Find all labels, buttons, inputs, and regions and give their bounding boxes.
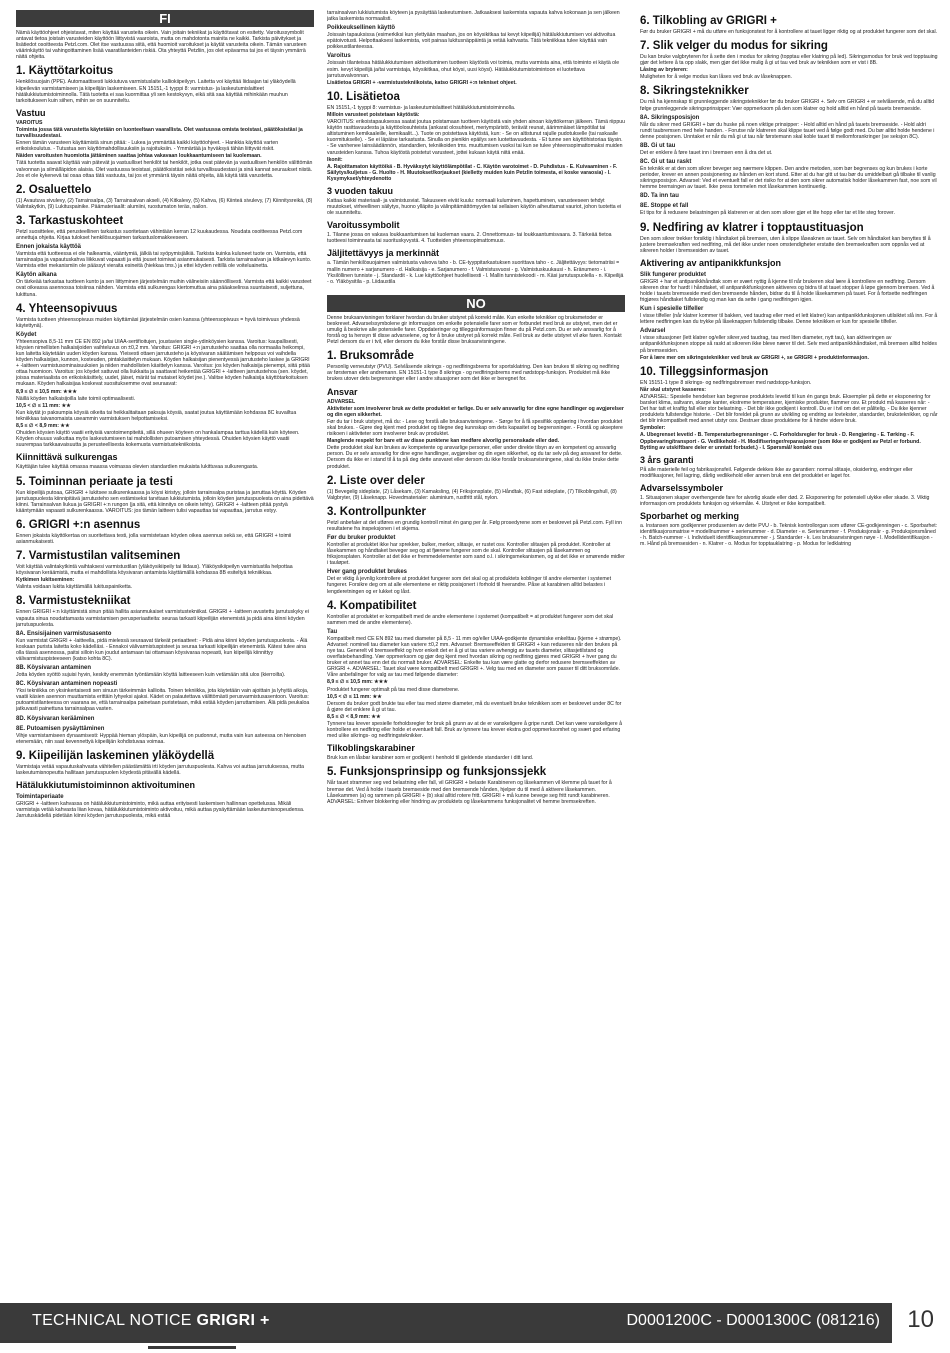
paragraph: Ennen tämän varusteen käyttämistä sinun pitää: - Lukea ja ymmärtää kaikki käyttöohjeet. - Hankkia käyttöä varten erikoiskoulutus. - Tutustua sen käyttömahdollisuuksiin ja rajoituksiin. - Ymmärtää ja hyväksyä tähän liittyvät riskit.	[16, 140, 279, 153]
paragraph: Petzl suosittelee, että perusteellinen tarkastus suoritetaan vähintään kerran 12 kuukaudessa. Noudata osoitteessa Petzl.com annettuja ohjeita. Kirjaa tulokset henkilösuojaimen tarkastuslomakkeeseen.	[16, 228, 303, 241]
paragraph: On tärkeää tarkastaa tuotteen kunto ja sen liittyminen järjestelmän muihin välineisiin säännöllisesti. Varmista että kaikki varusteet ovat oikeassa asennossa toisiinsa nähden. Varmista että sulkurengas kiertomuttua aina pääakselinsa suuntaisesti, suljettuna, lukittuna.	[16, 279, 312, 298]
paragraph: Muligheten for å velge modus kan låses ved bruk av låseknappen.	[640, 74, 792, 81]
warning-text: Toiminta jossa tätä varustetta käytetään on luonteeltaan vaarallista. Olet vastuussa omista teoistasi, päätöksistäsi ja turvallisuudestasi.	[16, 126, 303, 140]
subheading: 8D. Köysivaran kerääminen	[16, 715, 95, 722]
paragraph: Dersom du bruker godt brukte tau eller tau med større diameter, må du eventuelt bruke teknikken som er beskrevet under 8C for å gjøre det enklere å gi ut tau.	[327, 700, 622, 713]
section-title: 8. Sikringsteknikker	[640, 85, 749, 98]
paragraph: Valinta voidaan lukita käyttämällä lukituspainiketta.	[16, 584, 133, 591]
paragraph: Jotta köyden syöttö sujuisi hyvin, keskity enemmän työntämään köyttä laitteeseen kuin vetämään sitä ulos (kierroilta).	[16, 672, 286, 679]
paragraph: Kontroller at produktet ikke har sprekker, bulker, merker, slitasje, er rustet osv. Kontroller slitasjen på produktet. Kontroller at låsekammen og håndtaket beveger seg og at fjærene fungerer som de skal. Kontroller slitasjen på låsekammen og friksjonsplaten. Kontroller at det ikke er fremmedelementer som sand o.l. i sikringsmekanismen, og at det ikke er smørende midler i tauløpet.	[327, 541, 625, 567]
paragraph: Näillä köyden halkaisijoilla laite toimii optimaalisesti.	[16, 395, 136, 402]
footer-prefix: TECHNICAL NOTICE	[32, 1312, 197, 1329]
paragraph: EN 15151,-1 tyyppi 8: varmistus- ja laskeutumislaitteet hätälukkiutumistoiminnolla.	[327, 104, 516, 111]
subheading: 8C. Köysivaran antaminen nopeasti	[16, 681, 118, 688]
subheading: Slik fungerer produktet	[640, 271, 707, 278]
subheading: Käytön aikana	[16, 272, 57, 279]
paragraph: Produktet fungerer optimalt på tau med disse diametrene.	[327, 686, 460, 693]
rope-rating: 8,5 ≤ ∅ < 8,9 mm: ★★	[327, 713, 381, 720]
subheading: 8B. Köysivaran antaminen	[16, 665, 92, 672]
subheading: Hver gang produktet brukes	[327, 569, 408, 576]
subheading: Låsing av bryteren:	[640, 67, 688, 74]
subheading: Tau	[327, 628, 338, 635]
paragraph: Når tauet strammer seg ved belastning eller fall, vil GRIGRI + belaste Karabineren og låsekammen vil klemme på tauet for å bremse det. Ved å holde i tauets bremseside med den bremsende hånden, hjelper du til med å aktivere låsekammen. Låsekammen (a) og rammen på GRIGRI + (b) skal alltid rotere fritt. GRIGRI + må kunne bevege seg fritt rundt karabineren. ADVARSEL: Enhver blokkering eller hindring av produktets og låsekammens funksjonalitet vil hemme bremsekreften.	[327, 780, 612, 805]
subheading: Poikkeuksellinen käyttö	[327, 25, 396, 32]
paragraph: (1) Bevegelig sideplate, (2) Låsekam, (3) Kamaksling, (4) Friksjonsplate, (5) Håndtak, (6) Fast sideplate, (7) Tilkoblingshull, (8) Valgbryter, (9) Låseknapp. Hovedmaterialer: aluminium, rustfritt stål, nylon.	[327, 488, 617, 501]
paragraph: Tätä tuotetta saavat käyttää vain pätevät ja vastuulliset henkilöt tai henkilöt, jotka ovat pätevän ja vastuullisen henkilön välittömän valvonnan ja silmälläpidon alaisia. Olet vastuussa teoistasi, päätöksistäsi sekä turvallisuudestasi ja sinä kannat seuraukset niistä. Jos et ole kykenevä tai osaa ottaa tätä vastuuta, tai jos et ymmärrä täysin näitä ohjeita, älä käytä tätä varustetta.	[16, 160, 313, 179]
section-title: 5. Funksjonsprinsipp og funksjonssjekk	[327, 766, 547, 779]
paragraph: Ohuiden köysien käyttö vaatii erityisiä varotoimenpiteitä, sillä ohueen köyteen on hankalampaa tarttua kädellä kuin köyteen. Köyden ohuuus vaikuttaa myös laskeutumiseen tai mahdollisten putoamisen yhteydessä. Ohuiden köysien käyttö vaatii suurempaa tarkkaavaisuutta ja perusteellisesta kokemusta varmistustekniikoista.	[16, 430, 300, 449]
subheading: 8A. Ensisijainen varmistusasento	[16, 630, 112, 637]
subheading: Kytkimen lukitseminen:	[16, 577, 75, 584]
section-title: 7. Slik velger du modus for sikring	[640, 40, 828, 53]
rope-rating: 10,5 < ∅ ≤ 11 mm: ★★	[16, 402, 71, 409]
section-title: 3. Tarkastuskohteet	[16, 214, 124, 227]
subheading: 8C. Gi ut tau raskt	[640, 159, 692, 166]
paragraph: Før du bruker GRIGRI + må du utføre en funksjonstest for å kontrollere at tauet ligger riktig og at produktet fungerer som det skal.	[640, 29, 938, 35]
paragraph: tarrainsalvan lukkiutumista köyteen ja pysäyttää laskeutumisen. Jatkaaksesi laskemista vapauta kahva kokonaan ja sen jälkeen jatka laskemista normaalisti.	[327, 10, 620, 23]
paragraph: Varmistaja vetää vapautuskahvasta vähitellen päästämättä irti köyden jarrutuspuolesta. Kahva voi auttaa jarrutuksessa, mutta laskeutumisnopeutta hallitaan jarrutuspuolen köydestä pitävällä kädellä.	[16, 763, 304, 776]
paragraph: 1. Tilanne jossa on vakava loukkaantumisen tai kuoleman vaara. 2. Onnettomuus- tai loukkaantumisvaara. 3. Tärkeää tietoa tuotteesi toiminnasta tai suorituskyvystä. 4. Tuotteiden yhteensopimattomuus.	[327, 232, 612, 245]
paragraph: Det er enklere å føre tauet inn i bremsen enn å dra det ut.	[640, 149, 773, 156]
language-header-fi: FI	[16, 10, 314, 27]
subheading: Milloin varusteet poistetaan käytöstä:	[327, 111, 420, 118]
subsection-title: 3 års garanti	[640, 454, 694, 465]
paragraph: ADVARSEL: Spesielle hendelser kan begrense produktets levetid til kun én gangs bruk. Eksempler på dette er eksponering for barsket klima, saltvann, skarpe kanter, ekstreme temperaturer, kjemiske produkter, flammer osv. Et produkt må kasseres når: - Det har tatt et kraftig fall eller stor belastning. - Det blir ikke godkjent i kontroll. Du er i tvil om det er pålitelig. - Du ikke kjenner produktets fullstendige historie. - Det blir foreldet på grunn av utvikling og endring av lovtekster, standarder, bruksteknikker, og når det blir inkompatibelt med annet utstyr osv. Destruer disse produktene for å hindre videre bruk.	[640, 393, 938, 425]
column-middle	[327, 10, 625, 1290]
subheading: Kun i spesielle tilfeller	[640, 306, 704, 313]
subsection-title: Jäljitettävyys ja merkinnät	[327, 248, 440, 259]
paragraph: På alle materielle feil og fabrikasjonsfeil. Følgende dekkes ikke av garantien: normal slitasje, oksidering, endringer eller modifikasjoner, feil lagring, dårlig vedlikehold eller annen bruk enn det produktet er laget for.	[640, 466, 913, 479]
warning-text: Näiden varoitusten huomiotta jättäminen saattaa johtaa vakavaan loukkaantumiseen tai kuolemaan.	[16, 153, 262, 160]
paragraph: Kompatibelt med CE EN 892 tau med diameter på 8,5 - 11 mm og/eller UIAA-godkjente dynamiske enkelttau (kjerne + strømpe). Advarsel: nominell tau diameter kan variere ±0,2 mm. Advarsel: Bremseeffekten til GRIGRI + kan reduseres når den brukes på nye tau. Generelt vil bremseeffekt og hvor enkelt det er å gi ut tau variere avhengig av tauets diameter, slitasjetilstand og overflatebehandling. Vær oppmerksom og gjør deg kjent med hvordan sikring og nedfiring gjøres med GRIGRI + hver gang du bruker et annet tau enn det du normalt bruker. ADVARSEL: Enkelte tau kan være glatte og derfor redusere bremseeffekten av GRIGRI +. ADVARSEL: Tauet skal være kompatibelt med GRIGRI +. Velg tau med en diameter som passer til ditt bruksområde. Våre anbefalinger for valg av tau med følgende diameter:	[327, 635, 622, 679]
paragraph: Det er viktig å jevnlig kontrollere at produktet fungerer som det skal og at produktets koblinger til andre elementer i systemet fungerer. Forsikre deg om at alle elementene er riktig posisjonert i forhold til hverandre. Påse at karabinen alltid belastes i lengderetningen og er lukket og låst.	[327, 576, 612, 595]
paragraph: Når du sikrer med GRIGRI + bør du huske på noen viktige prinsipper: - Hold alltid en hånd på tauets bremseside. - Hold aldri rundt taubremsen med hele handen. - Forutse når klatreren skal klippe tauet ved å følge godt med. Du bør alltid holde hendene i denne posisjonen. Unntaket er når du må gi ut tau når førstemann skal koble tauet til mellomforankringer (se seksjon 8C).	[640, 121, 935, 140]
paragraph: VAROITUS: erikoistapauksessa saatat joutua poistamaan tuotteen käytöstä vain yhden ainoan käyttökerran jälkeen. Tämä riippuu käytön rasittavuudesta ja käyttöolosuhteista (ankarat olosuhteet, meriympäristö, terävät reunat, äärimmäiset lämpötilat tai altistuminen kemikaaleille, kemikaalit...). Tuote on poistettava käytöstä, kun: - Se on altistunut rajulle pudotukselle (tai raskaalle kuormitukselle). - Se ei läpäise tarkastusta. Sinulla on pienikin epäilys sen luotettavuudesta. - Et tunne sen käyttöhistoriaa täysin. - Se vanhenee lainsäädännön, standardien, tekniikoiden tms. muuttumisen vuoksi tai kun se tulee yhteensopimattomaksi muiden varusteiden kanssa. Tuhoa käytöstä poistetut varusteet, jottei kukaan käytä niitä enää.	[327, 119, 625, 156]
paragraph: Henkilösuojain (PPE). Automaattisesti lukkiutuva varmistuslaite kalliokiipeilyyn. Laitetta voi käyttää liidaajan tai yläköydellä kiipeilevän varmistamiseen ja kiipeilijän laskemiseen. EN 15151,-1 tyyppi 8: varmistus- ja laskeutumislaitteet hätälukkiutumistoiminnolla. Tätä tuotetta ei saa kuormittaa yli sen kestokyvyn, eikä sitä saa käyttää mihinkään muuhun tarkoitukseen kuin siihen, mihin se on suunniteltu.	[16, 79, 296, 104]
subheading: 8B. Gi ut tau	[640, 142, 676, 149]
paragraph: Kontroller at produktet er kompatibelt med de andre elementene i systemet (kompatibelt = at produktet fungerer som det skal sammen med de andre elementene).	[327, 613, 614, 626]
section-title: 5. Toiminnan periaate ja testi	[16, 475, 173, 488]
paragraph: Én teknikk er at den som sikrer beveger seg nærmere klippen. Den andre metoden, som bør begrenses og kun brukes i korte perioder, krever en annen posisjonering av hånden en kort stund. Etter at du har gitt ut tau bør du umiddelbart gå tilbake til vanlig sikringsposisjon. Advarsel: Ved et eventuelt fall er det risiko for at den som sikrer automatisk holder låsekammen fast, noe som vil hemme bremsingen av tauet. Ikke press tommelen mot låsekammen kontinuerlig.	[640, 166, 937, 191]
paragraph: Lisätietoa GRIGRI + -varmistustekniikoista, katso GRIGRI +:n tekniset ohjeet.	[327, 79, 517, 86]
footer-underline	[148, 1346, 236, 1349]
subsection-title: Varoitussymbolit	[327, 220, 400, 231]
subheading: Før du bruker produktet	[327, 534, 396, 541]
section-title: 9. Nedfiring av klatrer i topptaustituasjon	[640, 221, 864, 234]
paragraph: For å lære mer om sikringsteknikker ved bruk av GRIGRI +, se GRIGRI + produktinformasjon.	[640, 354, 869, 361]
subheading: Advarsel	[640, 328, 666, 335]
subsection-title: Tilkoblingskarabiner	[327, 743, 415, 754]
section-title: 10. Lisätietoa	[327, 90, 400, 103]
paragraph: Ennen jokaista käyttökertaa on suoritettava testi, jolla varmistetaan köyden oikea asennus sekä se, että GRIGRI + toimii asianmukaisesti.	[16, 532, 292, 545]
subheading: 8A. Sikringsposisjon	[640, 114, 700, 121]
warning-label: ADVARSEL	[327, 398, 356, 405]
subsection-title: Hätälukkiutumistoiminnon aktivoituminen	[16, 779, 196, 790]
paragraph: Joissain tapauksissa (esimerkiksi kun ylettyään maahan, jos on köysikitkaa tai kevyt kiipeilijä) hätälukkiutumisen voi aktivoitua epätoivotusti. Helpottaaksesi laskemista, voit painaa lukitusnäppäintä ja vetää kahvasta. Tätä tekniikkaa tulee käyttää vain poikkeustilanteessa.	[327, 32, 616, 51]
subsection-title: Advarselssymboler	[640, 482, 724, 493]
paragraph: GRIGRI + -laitteen kahvassa on hätälukkiutumistoiminto, mikä auttaa erityisesti laskemisen hallinnan opettelussa. Mikäli varmistaja vetää kahvasta liian kovaa, hätälukkiutumistoiminto aktivoituu, mikä auttaa pysäyttämään laskeutumisnopeudensa. Jarrutuskädellä pidetään kiinni köyden jarrutuspuolesta, mikä estää	[16, 800, 305, 820]
paragraph: Yhteensopiva 8,5-11 mm CE EN 892 ja/tai UIAA-sertifioitujen, joustavien single-ydinköysien kanssa. Varoitus: kaupallisesti, köysien nimellisten halkaisijoiden vaihteluvus on ±0,2 mm. Varoitus: GRIGRI +:n jarrutusteho saattaa olla normaalia heikompi, kun laitetta käytetään uuden köyden kanssa. Yleisesti ottaen jarrutusteho ja köysivaran säätämisen helppous voi vaihdella köyden halkaisijan, kunnon, kosteuden, pintakäsittelyn mukaan. Köyden halkaisijan pienentyessä jarrutusteho laskee ja GRIGRI + -laitteen varmistusominaisuuksien ja niiden mahdollisten käsittelyn kanssa. Varoitus: jos köyden halkaisija pienempi, siitä pitää ottaa huomioon. Varoitus: jos köydet sattuvat olla liukkaita ja saattavat heikentää GRIGRI + -laitteen jarrutustehoa (sen. köydet, joissa materiaalista on erikoiskäsittely, uudet, jäiset, märät tai mutaiset köydet jne.). Valitse köyden halkaisija käyttötarkoituksen mukaan. Köyden halkaisijaa koskevat suosituksemme ovat seuraavat:	[16, 338, 310, 388]
paragraph: Vihje varmistamiseen dynaamisesti: Hyppää hieman ylöspäin, kun kipeilijä on pudonnut, mutta vain kun asteessa on hienoisen etenemään, niin saat kevennettyä kiipeilijän kohdistuvaa voimaa.	[16, 732, 307, 745]
paragraph: Personlig verneutstyr (PVU). Selvlåsende sikrings - og nedfiringsbrems for sportsklatring. Den kan brukes til sikring og nedfiring av førsteman eller andremann. EN 15151-1 type 8 sikrings - og nedfiringsbrems med nødstopp-funksjon. Produktet må ikke brukes utover dets begrensninger eller i andre situasjoner som det ikke er beregnet for.	[327, 364, 620, 383]
section-title: 2. Liste over deler	[327, 474, 425, 487]
paragraph: Et tips for å redusere belastningen på klatreren er at den som sikrer gjør et lite hopp eller tar et lite steg forover.	[640, 210, 895, 217]
warning-label: VAROITUS	[16, 119, 43, 126]
footer-product: GRIGRI +	[196, 1312, 270, 1329]
section-title: 9. Kiipeilijän laskeminen yläköydellä	[16, 749, 215, 762]
page-number: 10	[907, 1306, 934, 1333]
section-title: 8. Varmistustekniikat	[16, 595, 131, 608]
subheading: Toimintaperiaate	[16, 793, 64, 800]
document-reference: D0001200C - D0001300C (081216)	[626, 1312, 880, 1329]
subsection-title: Sporbarhet og merking	[640, 511, 740, 522]
section-title: 1. Bruksområde	[327, 350, 414, 363]
column-no	[640, 10, 938, 1290]
paragraph: GRIGRI + har et antipanikkhåndtak som er svært nyttig å kjenne til når brukeren skal lære å kontrollere en nedfiring. Dersom sikreren drar for hardt i håndtaket, vil antipanikkfunksjonen aktiveres og bidra til at tauet stopper å løpe gjennom bremsen. Ved å holde i tauets bremseside med den bremsende hånden, bidrar du til å holde låsekammen på tauet. For å fortsette nedfiringen frigjøres håndtaket fullstendig og man kan da sette i gang nedfiringen igjen.	[640, 278, 935, 304]
subheading: Köydet	[16, 331, 37, 338]
paragraph: a. Tämän henkilösuojaimen valmistusta valvova taho - b. CE-tyyppitarkastuksen suorittava taho - c. Jäljitettävyys: tietomatriisi = mallin numero + sarjanumero - d. Halkaisija - e. Sarjanumero - f. Valmistusvuosi - g. Valmistuskuukausi - h. Eränumero - i. Yksilöllinen tunniste - j. Standardit - k. Lue käyttöohjeet huolellisesti - l. Mallin tunnistekoodi - m. Käsi jarrutuspuolella - n. Kiipeilijä - o. Yläköysitila - p. Liidaustila	[327, 260, 624, 285]
section-title: 4. Kompatibilitet	[327, 599, 417, 612]
subheading: Varoitus	[327, 53, 351, 60]
intro-fi: Nämä käyttöohjeet ohjeistavat, miten käyttää varusteita oikein. Vain joitain tekniikat ja käyttötavat on esitetty. Varoitussymbolit antavat tietoa joistain varusteiden käyttöön liittyvistä vaaroista, mutta on mahdotonta mainita ne kaikki. Tarkista päivitykset ja lisätiedot osoitteesta Petzl.com. Olet itse vastuussa siitä, että huomioit varoitukset ja käytät varusteita oikein. Tämän varusteen väärinkäyttö tai vahingoittaminen lisää vaaratilanteiden riskiä. Ota yhteyttä Petzliin, jos olet epävarma tai jos et täysin ymmärrä näitä ohjeita.	[16, 30, 307, 61]
subheading: Ikonit:	[327, 156, 343, 163]
footer	[0, 1303, 950, 1343]
paragraph: Yksi tekniikka on yksinkertaisesti sen sinuun tärkeimmän kallioita. Toinen tekniikka, jota käytetään vain ajoittain ja lyhyitä aikoja, vaatii käsien asennon muuttamista erittäin lyhyeksi ajaksi. Kädet on palautettava välittömästi perusvarmistusasentoon. Varoitus: putoamistilanteessa on vaarana se, että tarrainsalpa painetaan puristetaan, mikä estää köyden jarruttamisen. Älä pidä peukaloa jatkuvasti painettuna tarrainsalpaa vasten.	[16, 688, 310, 713]
section-title: 6. GRIGRI +:n asennus	[16, 518, 141, 531]
section-title: 2. Osaluettelo	[16, 183, 92, 196]
subheading: 8D. Ta inn tau	[640, 193, 679, 200]
intro-no: Denne bruksanvisningen forklarer hvordan du bruker utstyret på korrekt måte. Kun enkelte teknikker og bruksmetoder er beskrevet. Advarselssymbolene gir informasjon om enkelte potensielle farer som er forbundet med bruk av utstyret, men det er umulig å beskrive alle potensielle farer. Oppdateringer og tilleggsinformasjon finner du på Petzl.com. Du er selv ansvarlig for å forstå og ta hensyn til disse advarselene, og for å bruke utstyret på korrekt måte. Feil bruk av dette utstyret vil øke faren. Kontakt Petzl dersom du er i tvil, eller dersom du ikke forstår disse bruksanvisningene.	[327, 314, 622, 346]
paragraph: Tynnere tau krever spesielle forholdsregler for bruk på grunn av at de er vanskeligere å gripe rundt. Det kan være vanskeligere å kontrollere en nedfiring eller holde et eventuelt fall. Bruk av tynnere tau krever ekstra god oppmerksomhet og svært god erfaring med ulike sikrings- og nedfiringsteknikker.	[327, 721, 622, 740]
warning-text: Manglende respekt for bare ett av disse punktene kan medføre alvorlig personskade eller død.	[327, 438, 560, 445]
paragraph: Du må ha kjennskap til grunnleggende sikringsteknikker før du bruker GRIGRI +. Selv om GRIGRI + er selvlåsende, må du alltid følge grunnleggende sikringsprinsipper: Vær oppmerksom på den som klatrer og hold alltid en hånd på tauets bremseside.	[640, 99, 935, 112]
subsection-title: Kiinnittävä sulkurengas	[16, 452, 118, 463]
subheading: 8E. Putoamisen pysäyttäminen	[16, 725, 105, 732]
paragraph: Varmista että tuotteessa ei ole halkeamia, vääntymiä, jälkiä tai syöpymisjälkiä. Tarkista kuinka kuluneet tuote on. Varmista, että tarrainsalpa ja vapautuskahva liikkuvat vapaasti ja että jouset toimivat asianmukaisesti. Tarkista tarrainsalvan ja kitkalevyn kunto. Varmista ettei mekanismiin ole päässyt vieraita esineitä (hiekkaa tms.) ja ettei köyden reitillä ole voiteluainetta.	[16, 251, 312, 270]
paragraph: Voit käyttää valintakytkintä vaihtaksesi varmistustilan (yläköysikiipeily tai liidaus). Yläköysikiipeilyn varmistustila helpottaa köysivaran keräämistä, mutta ei mahdollista köysivaran antamista käyttämällä kohdassa 8B esiteltyä tekniikkaa.	[16, 564, 293, 577]
paragraph: Kattaa kaikki materiaali- ja valmistusviat. Takuuseen eivät kuulu: normaali kuluminen, hapettuminen, varusteeseen tehdyt muutokset, virheellinen säilytys, huono ylläpito ja välinpitämättömyyden tai sellaisen käytön aiheuttamat vauriot, johon tuotetta ei ole suunniteltu.	[327, 197, 622, 217]
paragraph: EN 15151-1 type 8 sikrings- og nedfiringsbremser med nødstopp-funksjon.	[640, 379, 812, 386]
paragraph: (1) Avautuva sivulevy, (2) Tarrainsalpa, (3) Tarrainsalvan akseli, (4) Kitkalevy, (5) Kahva, (6) Kiinteä sivulevy, (7) Kiinnitysreikä, (8) Valintakytkin, (9) Lukituspainike. Päämateriaalit: alumiini, ruostumaton teräs, nailon.	[16, 197, 313, 210]
paragraph: Kun kiipeilijä putoaa, GRIGRI + lukitsee sulkurenkaassa ja köysi kiristyy, jolloin tarrainsalpa puristaa ja jarruttaa köyttä. Köyden jarrutuspuolesta kiinnipitävä jarrutusteho sen estämiseksi tarvitaan lukkiutumista, jolloin köyden jarrutuspuolesta on aina pidettävä kiinni. Tarrainsalvan liukua ja GRIGRI +:n rungon (ja sitä, että kiinnitys on oikein tehty). GRIGRI + -laitteen pitää pystyä kääntymään vapaasti sulkurenkaassa. VAROITUS: jos tämän laitteen tulisi vapauttaa tai vapauttaa, jarrutus estyy.	[16, 489, 314, 514]
rope-rating: 8,5 ≤ ∅ < 8,9 mm: ★★	[16, 423, 70, 430]
column-fi	[16, 10, 314, 1290]
paragraph: I visse situasjoner (lett klatrer og/eller sikrer,ved taudrag, tau med liten diameter, nytt tau), kan aktiveringen av antipanikkfunksjonen stoppe så raskt at sikreren ikke bleve nærer til det. Selv med antipanikkhåndtaket, må bremsen alltid holdes på bremsesiden.	[640, 335, 937, 354]
section-title: 10. Tilleggsinformasjon	[640, 365, 769, 378]
paragraph: I visse tilfeller (når klatrer kommer til bakken, ved taudrag eller med et lett klatrer) kan antipanikkfunksjonen utilsiktet slå inn. For å lettere nedfiringen kan du trykke på låseknappen fullstendig tilbake. Denne teknikken er kun for spesielle tilfeller.	[640, 313, 938, 326]
warning-text: Aktiviteter som involverer bruk av dette produktet er farlige. Du er selv ansvarlig for dine egne handlinger og avgjørelser og din egen sikkerhet.	[327, 405, 624, 418]
paragraph: a. Instansen som godkjenner produsenten av dette PVU - b. Teknisk kontrollorgan som utfører CE-godkjenningen - c. Sporbarhet: identifikasjonsmatrise = modellnummer + serienummer - d. Diameter - e. Serienummer - f. Produksjonsår - g. Produksjonsmåned - h. Batch-nummer - i. Individuelt identifikasjonsnummer - j. Standarder - k. Les bruksanvisningen nøye - l. Modellidentifikasjon - m. Hånd på bremsesiden - n. Klatrer - o. Modus for topptauklatring - p. Modus for ledklatring	[640, 523, 938, 548]
paragraph: Den som sikrer trekker forsiktig i håndtaket på bremsen, uten å slippe låseaknen av tauet. Selv om håndtaket kan benyttes til å justere bremsekraften ved nedfiring, må det ikke under noen omstendigheter erstatte den bremsekraften som oppnås ved at sikreren holder i bremsesiden av tauet.	[640, 235, 931, 254]
section-title: 7. Varmistustilan valitseminen	[16, 550, 181, 563]
section-title: 1. Käyttötarkoitus	[16, 65, 114, 78]
paragraph: A. Rajoittamaton käyttöikä - B. Hyväksytyt käyttölämpötilat - C. Käytön varotoimet - D. Puhdistus - E. Kuivaaminen - F. Säilytys/kuljetus - G. Huolto - H. Muutokset/korjaukset (kielletty muiden kuin Petzlin toimesta, ei koske varaosia) - I. Kysymykset/yhteydenotto	[327, 163, 617, 182]
subsection-title: Vastuu	[16, 107, 46, 118]
rope-rating: 8,9 ≤ ∅ ≤ 10,5 mm: ★★★	[327, 679, 389, 686]
paragraph: 1. Situasjonen skaper overhengende fare for alvorlig skade eller død. 2. Eksponering for potensiell ulykke eller skade. 3. Viktig informasjon om produktets funksjon og virkemåte. 4. Utstyret er ikke kompatibelt.	[640, 494, 930, 508]
subheading: Symboler:	[640, 425, 666, 432]
paragraph: Käyttäjän tulee käyttää omassa maassa voimassa olevien standardien mukaista lukittuvaa sulkurengasta.	[16, 464, 259, 471]
section-title: 6. Tilkobling av GRIGRI +	[640, 15, 777, 27]
paragraph: Kun varmistat GRIGRI + -laitteella, pidä mielessä seuraavat tärkeät periaatteet: - Pidä aina kiinni köyden jarrutuspuolesta. - Älä koskaan purista laitetta koko kädelläsi. - Ennakoi välivarmistuspisteet ja seuraa tarkasti kiipeilijän etenemistä. Kätesi tulee aina olla tässä asennossa, paitsi silloin kun joudut antamaan tai ottamaan köysivaraa nopeasti, kun kiipeilijä kiinnittyy välivarmistuspisteeseen (katso kohta 8C).	[16, 637, 308, 662]
paragraph: Bruk kun en låsbar karabiner som er godkjent i henhold til gjeldende standarder i ditt land.	[327, 755, 534, 762]
paragraph: Ennen GRIGRI +:n käyttämistä sinun pitää hallita asianmukaiset varmistustekniikat. GRIGRI + -laitteen avustettu jarrutuskyky ei vapauta sinua noudattamasta varmistamisen perusperiaatteita: seuraa tarkasti kiipeilijän etenemistä ja pidä aina kiinni köyden jarrutuspuolesta.	[16, 609, 309, 628]
subheading: Når skal utstyret kasseres:	[640, 386, 707, 393]
paragraph: A. Ubegrenset levetid - B. Temperaturbegrensninger - C. Forholdsregler for bruk - D. Rengjøring - E. Tørking - F. Oppbevaring/transport - G. Vedlikehold - H. Modifiseringer/reparasjoner (som ikke er godkjent av Petzl er forbund. Bytting av utskiftbare deler er unntatt forbudet.) - I. Spørsmål/ kontakt oss	[640, 432, 921, 451]
paragraph: Før du tar i bruk utstyret, må du: - Lese og forstå alle bruksanvisningene. - Sørge for å få spesifikk opplæring i hvordan produktet skal brukes. - Gjøre deg kjent med produktet og tilegne deg kunnskap om dets kapasitet og begrensninger. - Forstå og akseptere risikoen i aktiviteter som involverer bruk av produktet.	[327, 418, 623, 438]
paragraph: Petzl anbefaler at det utføres en grundig kontroll minst én gang per år. Følg prosedyrene som er beskrevet på Petzl.com. Fyll inn resultatene fra inspeksjonen i et skjema.	[327, 519, 622, 532]
language-header-no: NO	[327, 295, 625, 312]
rope-rating: 8,9 ≤ ∅ ≤ 10,5 mm: ★★★	[16, 388, 78, 395]
subheading: 8E. Stoppe et fall	[640, 203, 689, 210]
paragraph: Du kan bruke valgbryteren for å sette den i modus for sikring (topptau eller klatring på led). Sikringsmodus for bruk ved topptauing gjør det lettere å ta opp slakk, men gjør det ikke mulig å gi ut tau ved bruk av teknikken som er vist i 8B.	[640, 54, 938, 67]
paragraph: Dette produktet skal kun brukes av kompetente og ansvarlige personer, eller under direkte tilsyn av en kompetent og ansvarlig person. Du er selv ansvarlig for dine egne handlinger, avgjørelser og din egen sikkerhet, og du tar selv på deg ansvaret for dette. Dersom du ikke er i stand til å ta på deg dette ansvaret eller dersom du ikke forstår bruksanvisningene, skal du ikke bruke dette produktet.	[327, 445, 623, 470]
paragraph: Joissain tilanteissa hätälukkiutumisen aktivoituminen tuotteen käytöstä voi toimia, mutta varmista aina, että toiminto ei käytä ole esim. kevyt kiipeilijä ja/tai varmistaja, köysikitkaa, ohut köysi, uusi köysi). Hätälukkiutumistoimintoon ei luotettava jarrutusvalvonnan.	[327, 60, 620, 79]
subsection-title: Aktivering av antipanikkfunksjon	[640, 257, 782, 268]
subheading: Ennen jokaista käyttöä	[16, 244, 82, 251]
subsection-title: Ansvar	[327, 386, 358, 397]
subsection-title: 3 vuoden takuu	[327, 185, 394, 196]
rope-rating: 10,5 < ∅ ≤ 11 mm: ★★	[327, 693, 382, 700]
paragraph: Kun käytät jo paksumpia köysiä oikeita tai heikkalitaitaan paksuja köysiä, saatat joutua käyttämään kohdassa 8C kuvailtua tekniikkaa taivanomaista useammin varmistuksen helpottamiseksi.	[16, 409, 297, 422]
section-title: 4. Yhteensopivuus	[16, 302, 118, 315]
paragraph: Varmista tuotteen yhteensopivuus muiden käyttämäsi järjestelmän osien kanssa (yhteensopivuus = hyvä toimivuus yhdessä käytettynä).	[16, 316, 300, 329]
section-title: 3. Kontrollpunkter	[327, 505, 427, 518]
footer-title	[32, 1312, 270, 1330]
